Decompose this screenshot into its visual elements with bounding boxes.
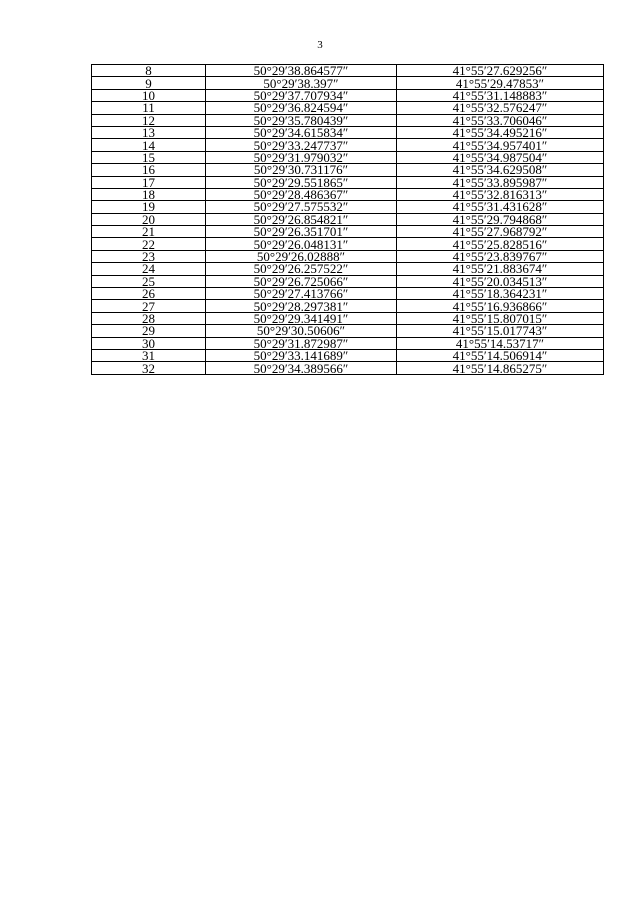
longitude-cell: 41°55′31.148883″: [397, 89, 604, 101]
point-number-cell: 20: [92, 213, 206, 225]
table-row: [92, 126, 604, 138]
table-row: [92, 213, 604, 225]
longitude-cell: 41°55′15.807015″: [397, 312, 604, 324]
latitude-cell: 50°29′27.575532″: [206, 201, 397, 213]
longitude-cell: 41°55′34.629508″: [397, 164, 604, 176]
latitude-cell: 50°29′30.50606″: [206, 325, 397, 337]
table-row: [92, 114, 604, 126]
longitude-cell: 41°55′33.706046″: [397, 114, 604, 126]
longitude-cell: 41°55′27.968792″: [397, 226, 604, 238]
latitude-cell: 50°29′26.725066″: [206, 275, 397, 287]
point-number-cell: 26: [92, 288, 206, 300]
longitude-cell: 41°55′29.794868″: [397, 213, 604, 225]
point-number-cell: 25: [92, 275, 206, 287]
point-number-cell: 12: [92, 114, 206, 126]
table-row: [92, 89, 604, 101]
latitude-cell: 50°29′27.413766″: [206, 288, 397, 300]
table-row: [92, 325, 604, 337]
latitude-cell: 50°29′34.615834″: [206, 126, 397, 138]
latitude-cell: 50°29′34.389566″: [206, 362, 397, 374]
latitude-cell: 50°29′26.257522″: [206, 263, 397, 275]
point-number-cell: 15: [92, 151, 206, 163]
latitude-cell: 50°29′37.707934″: [206, 89, 397, 101]
point-number-cell: 29: [92, 325, 206, 337]
longitude-cell: 41°55′32.816313″: [397, 188, 604, 200]
latitude-cell: 50°29′29.341491″: [206, 312, 397, 324]
longitude-cell: 41°55′14.53717″: [397, 337, 604, 349]
longitude-cell: 41°55′34.987504″: [397, 151, 604, 163]
latitude-cell: 50°29′38.397″: [206, 77, 397, 89]
point-number-cell: 16: [92, 164, 206, 176]
table-row: [92, 102, 604, 114]
table-row: [92, 250, 604, 262]
table-row: [92, 349, 604, 361]
latitude-cell: 50°29′26.854821″: [206, 213, 397, 225]
latitude-cell: 50°29′26.048131″: [206, 238, 397, 250]
point-number-cell: 31: [92, 349, 206, 361]
latitude-cell: 50°29′36.824594″: [206, 102, 397, 114]
table-row: [92, 201, 604, 213]
latitude-cell: 50°29′28.486367″: [206, 188, 397, 200]
latitude-cell: 50°29′31.872987″: [206, 337, 397, 349]
longitude-cell: 41°55′29.47853″: [397, 77, 604, 89]
longitude-cell: 41°55′14.865275″: [397, 362, 604, 374]
point-number-cell: 17: [92, 176, 206, 188]
point-number-cell: 21: [92, 226, 206, 238]
longitude-cell: 41°55′21.883674″: [397, 263, 604, 275]
table-row: [92, 275, 604, 287]
coordinates-table: [91, 64, 604, 375]
longitude-cell: 41°55′34.957401″: [397, 139, 604, 151]
point-number-cell: 23: [92, 250, 206, 262]
latitude-cell: 50°29′38.864577″: [206, 65, 397, 77]
longitude-cell: 41°55′16.936866″: [397, 300, 604, 312]
table-row: [92, 188, 604, 200]
longitude-cell: 41°55′23.839767″: [397, 250, 604, 262]
page-number: 3: [317, 39, 323, 51]
point-number-cell: 32: [92, 362, 206, 374]
longitude-cell: 41°55′25.828516″: [397, 238, 604, 250]
point-number-cell: 30: [92, 337, 206, 349]
latitude-cell: 50°29′26.351701″: [206, 226, 397, 238]
latitude-cell: 50°29′29.551865″: [206, 176, 397, 188]
table-row: [92, 151, 604, 163]
point-number-cell: 10: [92, 89, 206, 101]
point-number-cell: 11: [92, 102, 206, 114]
longitude-cell: 41°55′32.576247″: [397, 102, 604, 114]
table-row: [92, 164, 604, 176]
point-number-cell: 9: [92, 77, 206, 89]
longitude-cell: 41°55′31.431628″: [397, 201, 604, 213]
longitude-cell: 41°55′34.495216″: [397, 126, 604, 138]
table-row: [92, 139, 604, 151]
latitude-cell: 50°29′33.247737″: [206, 139, 397, 151]
latitude-cell: 50°29′26.02888″: [206, 250, 397, 262]
table-row: [92, 312, 604, 324]
table-row: [92, 300, 604, 312]
longitude-cell: 41°55′15.017743″: [397, 325, 604, 337]
point-number-cell: 27: [92, 300, 206, 312]
point-number-cell: 22: [92, 238, 206, 250]
table-row: [92, 226, 604, 238]
table-row: [92, 238, 604, 250]
latitude-cell: 50°29′33.141689″: [206, 349, 397, 361]
table-row: [92, 362, 604, 374]
longitude-cell: 41°55′33.895987″: [397, 176, 604, 188]
latitude-cell: 50°29′30.731176″: [206, 164, 397, 176]
table-row: [92, 176, 604, 188]
point-number-cell: 18: [92, 188, 206, 200]
latitude-cell: 50°29′28.297381″: [206, 300, 397, 312]
point-number-cell: 24: [92, 263, 206, 275]
table-row: [92, 65, 604, 77]
point-number-cell: 8: [92, 65, 206, 77]
table-row: [92, 337, 604, 349]
longitude-cell: 41°55′20.034513″: [397, 275, 604, 287]
point-number-cell: 13: [92, 126, 206, 138]
table-row: [92, 263, 604, 275]
table-row: [92, 288, 604, 300]
table-row: [92, 77, 604, 89]
latitude-cell: 50°29′31.979032″: [206, 151, 397, 163]
latitude-cell: 50°29′35.780439″: [206, 114, 397, 126]
point-number-cell: 14: [92, 139, 206, 151]
coordinates-table-body: [92, 65, 604, 375]
longitude-cell: 41°55′14.506914″: [397, 349, 604, 361]
point-number-cell: 28: [92, 312, 206, 324]
longitude-cell: 41°55′27.629256″: [397, 65, 604, 77]
point-number-cell: 19: [92, 201, 206, 213]
longitude-cell: 41°55′18.364231″: [397, 288, 604, 300]
